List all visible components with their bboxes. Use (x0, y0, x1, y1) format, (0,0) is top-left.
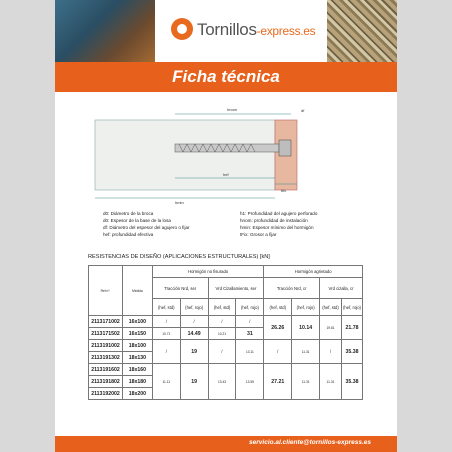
col-rojo: (hef, rojo) (180, 299, 208, 316)
legend-item: hmin: Espesor mínimo del hormigón (240, 225, 314, 230)
table-cell: 10.71 (152, 328, 180, 340)
anchor-drawing (55, 98, 397, 206)
label-hmin: hmin (175, 200, 184, 205)
table-cell: / (236, 316, 264, 328)
header-ref: Ref nº. (89, 266, 123, 316)
table-cell: 2113192002 (89, 388, 123, 400)
concrete-block (95, 120, 275, 190)
col-rojo: (hef, rojo) (341, 299, 362, 316)
header-traccion: Tracción Nrd, ser (152, 278, 208, 299)
table-cell: 16x150 (122, 328, 152, 340)
table-cell: 18x130 (122, 352, 152, 364)
table-cell: 11.31 (320, 364, 342, 400)
table-cell: 14.49 (180, 328, 208, 340)
legend-item: df: Diámetro del espesor del agujero o fijar (103, 225, 190, 230)
table-cell: 11.31 (292, 340, 320, 364)
table-cell: 2113191002 (89, 340, 123, 352)
screw-head (279, 140, 291, 156)
table-cell: 18x160 (122, 364, 152, 376)
header-cizalla: Vrd Cizallamiento, ser (208, 278, 264, 299)
resistance-table (88, 265, 363, 400)
table-cell: 13.55 (236, 364, 264, 400)
header-no-fisurado: Hormigón no fisurado (152, 266, 263, 278)
table-cell: / (264, 340, 292, 364)
table-row (89, 316, 363, 328)
table-cell: / (208, 340, 236, 364)
label-hnom: hnom (227, 107, 238, 112)
table-row (89, 340, 363, 352)
table-cell: 27.21 (264, 364, 292, 400)
legend-item: d0: Espesor de la base de la losa (103, 218, 171, 223)
datasheet-page (55, 0, 397, 452)
table-cell: 18x200 (122, 388, 152, 400)
legend-item: tFix: Grosor a fijar (240, 232, 277, 237)
title-bar (55, 62, 397, 92)
table-cell: 21.78 (341, 316, 362, 340)
legend-item: h1: Profundidad del agujero perforado (240, 211, 318, 216)
legend-item: hef: profundidad efectiva (103, 232, 154, 237)
label-tfix: tfix (281, 188, 287, 193)
table-cell: 11.11 (152, 364, 180, 400)
table-cell: 19.61 (320, 316, 342, 340)
legend-item: d0: Diámetro de la broca (103, 211, 154, 216)
table-cell: 35.38 (341, 340, 362, 364)
table-cell: 13.11 (236, 340, 264, 364)
table-cell: 10.14 (292, 316, 320, 340)
col-rojo: (hef, rojo) (236, 299, 264, 316)
legend-right (240, 210, 317, 238)
label-df: df (301, 108, 305, 113)
table-cell: / (208, 316, 236, 328)
header-agrietado: Hormigón agrietado (264, 266, 363, 278)
table-row (89, 364, 363, 376)
col-std: (hef, std) (208, 299, 236, 316)
col-std: (hef, std) (264, 299, 292, 316)
legend-left (103, 210, 190, 238)
table-cell: 2113171502 (89, 328, 123, 340)
table-cell: 2113191802 (89, 376, 123, 388)
table-cell: 19 (180, 364, 208, 400)
logo-text: Tornillos-express.es (197, 20, 316, 39)
footer-email-link[interactable]: servicio.al.cliente@tornillos-express.es (249, 439, 371, 446)
brand-logo[interactable] (155, 0, 327, 62)
header-cizalla-cr: Vrd cizalla, cr (320, 278, 363, 299)
table-cell: 31 (236, 328, 264, 340)
label-hef: hef (223, 172, 229, 177)
table-cell: 10.21 (208, 328, 236, 340)
table-cell: / (152, 340, 180, 364)
table-cell: 2113191302 (89, 352, 123, 364)
footer-bar (55, 436, 397, 452)
col-rojo: (hef, rojo) (292, 299, 320, 316)
table-cell: 19 (180, 340, 208, 364)
header-traccion-cr: Tracción Nrd, cr (264, 278, 320, 299)
table-cell: / (320, 340, 342, 364)
table-cell: 35.38 (341, 364, 362, 400)
logo-mark-icon (171, 18, 193, 40)
table-cell: 18x180 (122, 376, 152, 388)
header-photo-tools (55, 0, 155, 62)
table-cell: 13.43 (208, 364, 236, 400)
table-cell: 2113191602 (89, 364, 123, 376)
header-medida: Medida (122, 266, 152, 316)
table-cell: 16x100 (122, 316, 152, 328)
table-cell: / (180, 316, 208, 328)
table-cell: 26.26 (264, 316, 292, 340)
table-cell: / (152, 316, 180, 328)
page-title: Ficha técnica (172, 67, 280, 86)
table-cell: 2113171002 (89, 316, 123, 328)
col-std: (hef, std) (320, 299, 342, 316)
table-cell: 11.31 (292, 364, 320, 400)
table-cell: 18x100 (122, 340, 152, 352)
header-photo-screws (327, 0, 397, 62)
table-title: RESISTENCIAS DE DISEÑO (APLICACIONES ESTRUCTURALES) [kN] (88, 254, 270, 260)
col-std: (hef, std) (152, 299, 180, 316)
legend-item: hnom: profundidad de instalación (240, 218, 308, 223)
